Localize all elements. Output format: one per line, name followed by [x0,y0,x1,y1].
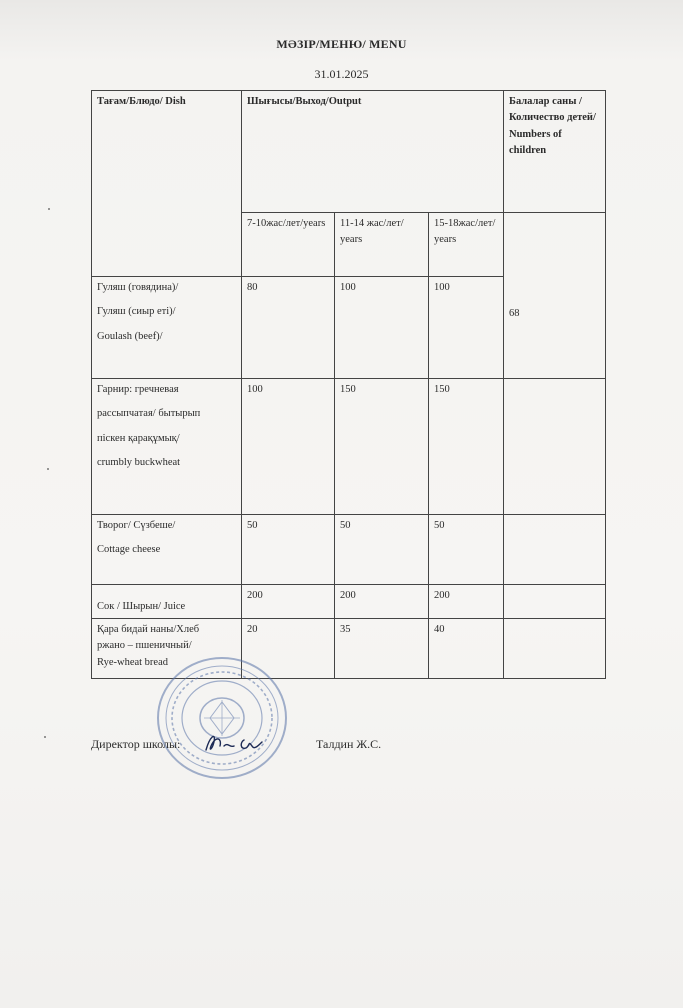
dish-line: ржано – пшеничный/ [97,640,192,652]
output-cell: 50 [335,515,429,585]
director-name: Талдин Ж.С. [316,737,382,751]
school-seal-stamp [152,654,292,784]
output-cell: 40 [429,619,504,679]
age-group-1: 11-14 жас/лет/ years [335,213,429,277]
dish-cell [92,277,242,379]
dish-line: Rye-wheat bread [97,656,169,668]
director-label: Директор школы: [91,737,181,751]
dish-line: Гарнир: гречневая [97,384,179,395]
dish-line: Гуляш (говядина)/ [97,282,179,293]
output-cell: 50 [429,515,504,585]
dish-line: Творог/ Сүзбеше/ [97,520,176,531]
dish-cell [92,379,242,515]
empty-cell [504,585,606,619]
table-row [92,515,606,585]
speck [48,208,50,210]
speck [47,468,49,470]
dish-line: crumbly buckwheat [97,456,181,468]
dish-cell [92,515,242,585]
table-row [92,585,606,619]
menu-date: 31.01.2025 [314,67,369,81]
output-cell: 100 [335,277,429,379]
header-output: Шығысы/Выход/Output [242,91,504,213]
table-row [92,379,606,515]
table-header-row [92,91,606,213]
menu-table [91,90,606,679]
empty-cell [504,619,606,679]
output-cell: 50 [242,515,335,585]
empty-cell [504,515,606,585]
dish-line: Goulash (beef)/ [97,330,163,342]
output-cell: 200 [242,585,335,619]
dish-line: Cottage cheese [97,544,161,556]
age-group-2: 15-18жас/лет/ years [429,213,504,277]
dish-line: рассыпчатая/ бытырып [97,408,201,420]
output-cell: 150 [429,379,504,515]
header-dish: Тағам/Блюдо/ Dish [92,91,242,277]
director-signature [200,728,270,756]
page-title: МӘЗІР/МЕНЮ/ MENU [276,37,407,51]
output-cell: 200 [429,585,504,619]
dish-line: Қара бидай наны/Хлеб [97,624,200,635]
output-cell: 200 [335,585,429,619]
output-cell: 100 [242,379,335,515]
children-count: 68 [504,213,606,379]
dish-line: піскен қарақұмық/ [97,432,180,444]
output-cell: 80 [242,277,335,379]
output-cell: 35 [335,619,429,679]
output-cell: 100 [429,277,504,379]
dish-cell [92,585,242,619]
dish-line: Сок / Шырын/ Juice [97,600,186,612]
output-cell: 20 [242,619,335,679]
output-cell: 150 [335,379,429,515]
header-children: Балалар саны /Количество детей/ Numbers of children [504,91,606,213]
speck [44,736,46,738]
age-group-0: 7-10жас/лет/years [242,213,335,277]
dish-line: Гуляш (сиыр еті)/ [97,306,176,318]
empty-cell [504,379,606,515]
